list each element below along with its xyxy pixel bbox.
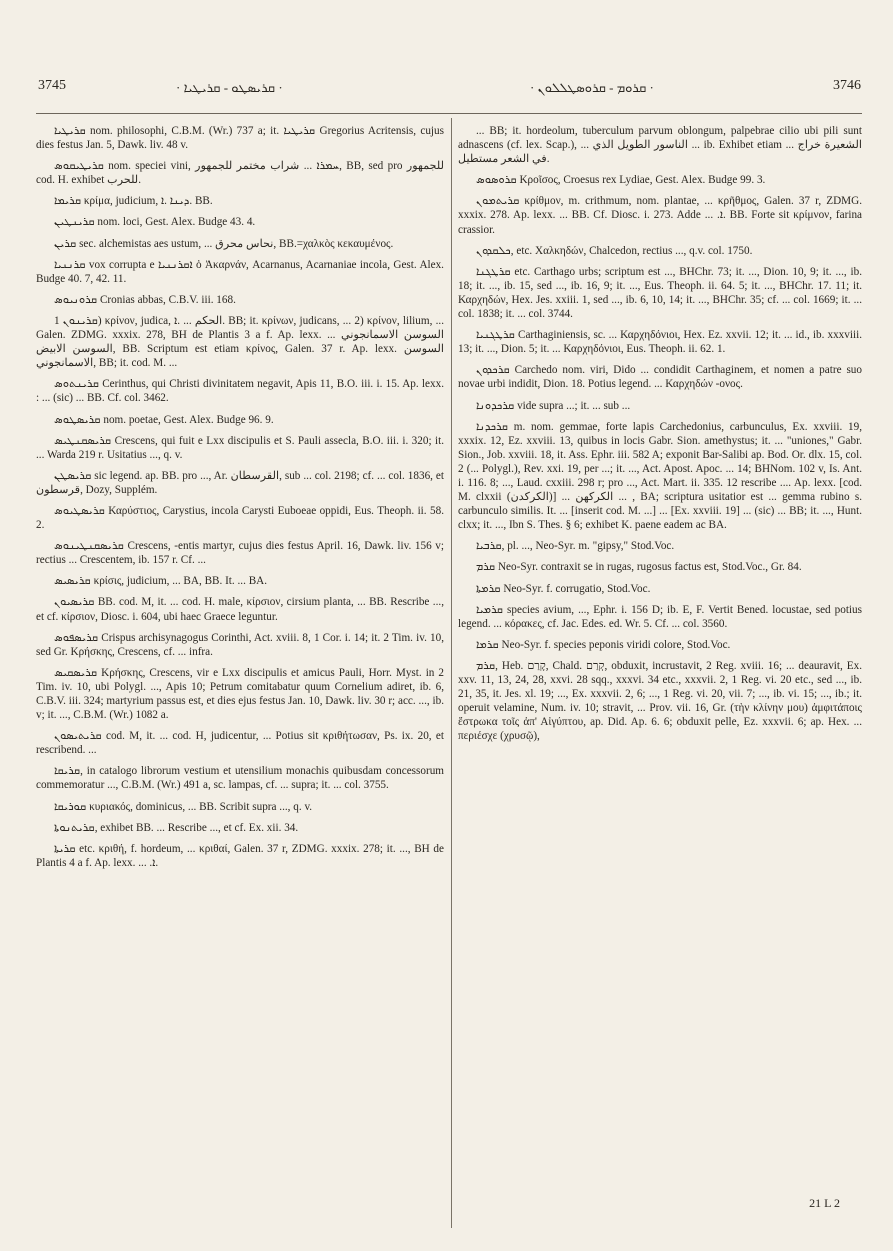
dictionary-entry: ܩܪܝܣܩܢܛܝܣ Crescens, qui fuit e Lxx discipulis et S. Pauli assecla, B.O. iii. i. 320; it. ... Warda 219 r. Usitatius ..., q. v. [36,434,444,461]
dictionary-entry: ܩܪܡܐ Neo-Syr. f. species peponis viridi colore, Stod.Voc. [476,638,731,651]
dictionary-entry: ܩܪܝܣܦܘܣ Crispus archisynagogus Corinthi, Act. xviii. 8, 1 Cor. i. 14; it. 2 Tim. iv. 10, sed Gr. Κρήσκης, Crescens, cf. ... infra. [36,631,444,658]
dictionary-entry: ܟܠܩܕܘܢ, etc. Χαλκηδών, Chalcedon, rectius ..., q.v. col. 1750. [476,244,753,257]
signature-mark: 21 L 2 [809,1196,840,1210]
dictionary-entry: ... BB; it. hordeolum, tuberculum parvum oblongum, palpebrae cilio ubi pili sunt adnascens (cf. lex. Scap.), ... الناسور الطويل الذي ... ib. Exhibet etiam ... الشعيرة خراج في الشعر مستطيل. [458,125,862,166]
dictionary-entry: ܩܪܡ Neo-Syr. contraxit se in rugas, rugosus factus est, Stod.Voc., Gr. 84. [476,561,802,574]
dictionary-entry: ܩܪܝܢ sec. alchemistas aes ustum, ... نحاس محرق, BB.=χαλκὸς κεκαυμένος. [54,237,394,250]
dictionary-entry: ܩܪܝܣܩܢܛܝܢܘܣ Crescens, -entis martyr, cujus dies festus April. 16, Dawk. liv. 156 v; rectius ... Crescentem, ib. 157 r. Cf. ... [36,540,444,567]
dictionary-entry: ܩܪܛܓܢܝܐ Carthaginiensis, sc. ... Καρχηδόνιοι, Hex. Ez. xxvii. 12; it. ... id., ib. xxxviii. 13; it. ..., Dion. 5; it. ... Καρχηδόνιοι, Eus. Theoph. ii. 62. 1. [458,329,862,356]
dictionary-entry: ܩܪܟܕܢܐ m. nom. gemmae, forte lapis Carchedonius, carbunculus, Ex. xxviii. 19, xxxix. 12, Ez. xxviii. 13, quibus in locis Gabr. Sion. amethystus; it. ... "uniones," Gabr. Sion., Job. xxviii. 18, it. Ass. Ephr. iii. 582 A; exponit Bar-Salibi ap. Bod. Or. dlx. 15, col. 2 (... Polygl.), Rev. xxi. 19, per ...; it. ..., Act. Apost. Apoc. ... 14; BHNom. 102 v, Is. Ant. i. 116. 8; ..., Laud. cxxiii. 298 r; pro ..., Act. Mart. ii. 335. 12 rescribe .... Ap. lexx. [cod. M. clxxii (الكركدن)] ... الكركهن ... , BA; scriptura usitatior est ... gemma rubino s. carbunculo similis. It. ... [inserit cod. M. ...] ... [Ex. xxviii. 19] ... (sic) ... BB; it. ..., Hunt. clxx; it. ..., Ibn S. Thes. § 6; exhibet K. paene eadem ac BA. [458,420,862,532]
dictionary-entry: ܩܘܪܝܩܐ κυριακός, dominicus, ... BB. Scribit supra ..., q. v. [54,800,313,813]
dictionary-entry: ܩܪܝܩܐ, in catalogo librorum vestium et utensilium monachis quibusdam concessorum commemoratur ..., C.B.M. (Wr.) 491 a, sc. lampas, cf. ... supra; it. ... col. 3755. [36,765,444,792]
dictionary-entry: ܩܪܝܬܡܘܢ κρίθμον, m. crithmum, nom. plantae, ... κρῆθμος, Galen. 37 r, ZDMG. xxxix. 278. Ap. lexx. ... BB. Cf. Diosc. i. 273. Adde ... .ܐ. BB. Forte sit κρίμνον, farina crassior. [458,195,862,236]
left-column [36,124,444,1224]
dictionary-entry: ܩܪܝܢܘܢ 1) κρίνον, judica, الحكم ... .ܐ. BB; it. κρίνων, judicans, ... 2) κρίνον, lilium, ... Galen. ZDMG. xxxix. 278, BH de Plantis 3 a f. Ap. lexx. السوسن الاسمانجوني ... السوسن الابيض, BB. Scriptum est etiam κρίνος, Galen. 37 r. Ap. lexx. السوسن الاسمانجوني, BB; it. cod. M. ... [36,314,444,370]
dictionary-entry: ܩܪܒܝܐ, pl. ..., Neo-Syr. m. "gipsy," Stod.Voc. [476,540,675,553]
dictionary-entry: ܩܪܢܢܝܐ vox corrupta e ܐܩܪܢܢܝܐ ὁ Ἀκαρνάν, Acarnanus, Acarnaniae incola, Gest. Alex. Budge 40. 7, 42. 11. [36,258,444,285]
dictionary-entry: ܩܪܡܬܐ Neo-Syr. f. corrugatio, Stod.Voc. [476,582,651,595]
dictionary-entry: ܩܪܘܢܝܘܣ Cronias abbas, C.B.V. iii. 168. [54,293,236,306]
dictionary-entry: ܩܪܟܕܘܢܐ vide supra ...; it. ... sub ... [476,399,631,412]
header-rule [36,113,862,114]
running-title-left: · ܩܪܝܣܛܘ - ܩܪܝܛܝܐ · [176,80,283,95]
dictionary-entry: ܩܪܝܣܩܝܣ Κρήσκης, Crescens, vir e Lxx discipulis et amicus Pauli, Horr. Myst. in 2 Tim. iv. 10, ubi Polygl. ..., Apis 10; Petrum comitabatur quum Cornelium adiret, ib. 6, C.B.V. iii. 324; martyrium passus est, et dies ejus festus Jan. 10, Dawk. liv. 30 r; acc. ..., ib. v; it. ..., C.B.M. (Wr.) 1082 a. [36,666,444,722]
dictionary-entry: ܩܪܝܡܐ κρίμα, judicium, ܕܝܢܐ .ܐ. BB. [54,195,213,208]
column-divider [451,118,452,1228]
dictionary-entry: ܩܪܝܛܝܩܘܣ nom. speciei vini, ܚܡܪܐ ... شراب مختمر للجمهور, BB, sed pro للجمهور cod. H. exhibet للحرب. [36,160,444,187]
dictionary-entry: ܩܪܝܢܬܘܣ Cerinthus, qui Christi divinitatem negavit, Apis 11, B.O. iii. i. 15. Ap. lexx. : ... (sic) ... BB. Cf. col. 3462. [36,378,444,405]
right-column [458,124,862,1224]
running-header [0,74,893,104]
dictionary-entry: ܩܪܘܣܘܣ Κροῖσος, Croesus rex Lydiae, Gest. Alex. Budge 99. 3. [476,174,766,187]
dictionary-entry: ܩܪܡܝܐ species avium, ..., Ephr. i. 156 D; ib. E, F. Vertit Bened. locustae, sed potius legend. ... κόρακες, cf. Jac. Edes. ed. Wr. 5. Cf. ... col. 3560. [458,603,862,630]
dictionary-entry: ܩܪܟܕܘܢ Carchedo nom. viri, Dido ... condidit Carthaginem, et nomen a patre suo novae urbi indidit, Dion. 18. Potius legend. ... Καρχηδών -ονος. [458,364,862,391]
dictionary-entry: ܩܪܝܬܐ etc. κριθή, f. hordeum, ... κριθαί, Galen. 37 r, ZDMG. xxxix. 278; it. ..., BH de Plantis 4 a f. Ap. lexx. ... .ܐ. [36,842,444,869]
running-title-right: · ܩܪܘܡ - ܩܪܘܣܛܠܠܘܢ · [530,80,654,95]
page-number-right: 3746 [833,78,861,93]
dictionary-entry: ܩܪܝܬܢܘܬܐ, exhibet BB. ... Rescribe ..., et cf. Ex. xii. 34. [54,821,299,834]
dictionary-entry: ܩܪܝܬܝܣܘܢ cod. M, it. ... cod. H, judicentur, ... Potius sit κριθήτωσαν, Ps. ix. 20, et rescribend. ... [36,730,444,757]
dictionary-entry: ܩܪܝܣܛܝܘܣ Καρύστιος, Carystius, incola Carysti Euboeae oppidi, Eus. Theoph. ii. 58. 2. [36,504,444,532]
dictionary-entry: ܩܪܝܣܝܣ κρίσις, judicium, ... BA, BB. It. ... BA. [54,575,268,588]
dictionary-entry: ܩܪܝܣܛܘܣ nom. poetae, Gest. Alex. Budge 96. 9. [54,413,274,426]
dictionary-entry: ܩܪܝܢܛܝܢ nom. loci, Gest. Alex. Budge 43. 4. [54,216,256,229]
dictionary-entry: ܩܪܝܣܛܢ sic legend. ap. BB. pro ..., Ar. القرسطان, sub ... col. 2198; cf. ... col. 1836, et قرسطون, Dozy, Supplém. [36,469,444,496]
dictionary-entry: ܩܪܛܓܢܐ etc. Carthago urbs; scriptum est ..., BHChr. 73; it. ..., Dion. 10, 9; it. ..., ib. 18; it. ..., ib. 15, sed ..., ib. 16, 9; it. ..., Eus. Theoph. ii. 64. 5; it. ..., BHChr. 17. 11; it. Καρχηδών, Hex. Jes. xxiii. 1, sed ..., ib. 6, 10, 14; it. ..., BHChr. 35; cf. ... col. 1669; it. ... col. 1838; it. ... col. 3744. [458,265,862,321]
dictionary-entry: ܩܪܡ, Heb. קָרַם, Chald. קְרַם, obduxit, incrustavit, 2 Reg. xviii. 16; ... deauravit, Ex. xxv. 11, 13, 24, 28, xxvi. 28 sqq., xxxvi. 34 etc., xxxvii. 2, 1 Reg. vi. 20 etc., sed ..., ib. 21, 35, it. Jes. xl. 19; ..., Ex. xxxvii. 2, 6; ..., 1 Reg. vi. 20, vii. 7; ..., ib. vi. 15; ..., ib.; it. operuit velamine, Num. iv. 10; stravit, ... Prov. vii. 16, Gr. (τὴν κλίνην μου) ἀμφιτάποις ἔστρωκα τοῖς ἀπ' Αἰγύπτου, ap. Did. Ap. 6. 6; obduxit pelle, Ez. xxxvii. 6; ap. Hex. ... περιέσχε (χρυσῷ), [458,659,862,743]
dictionary-entry: ܩܪܝܛܝܐ nom. philosophi, C.B.M. (Wr.) 737 a; it. ܩܪܝܛܝܐ Gregorius Acritensis, cujus dies festus Jan. 5, Dawk. liv. 48 v. [36,125,444,152]
page-number-left: 3745 [38,78,66,93]
dictionary-entry: ܩܪܝܣܝܘܢ BB. cod. M, it. ... cod. H. male, κίρσιον, cirsium planta, ... BB. Rescribe ..., et cf. κίρσιον, Diosc. i. 604, ubi haec Graece leguntur. [36,596,444,623]
